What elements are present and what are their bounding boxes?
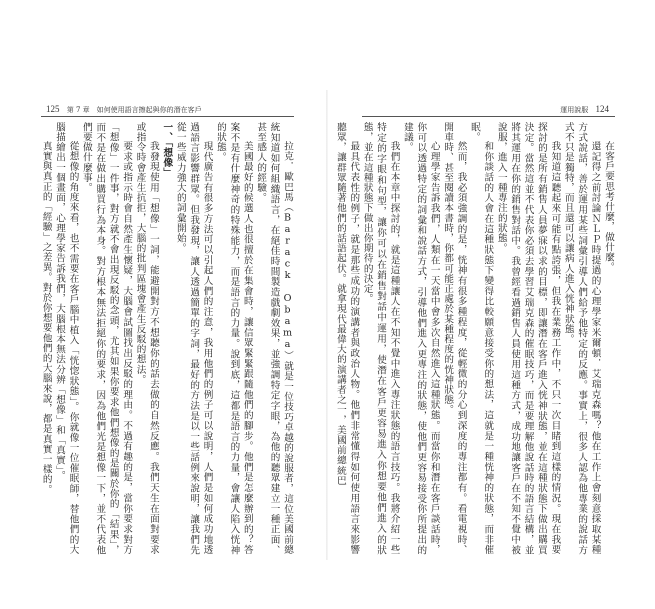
section-heading-imagine: 一、「想像」 [161,122,173,178]
left-header-rule [41,116,294,117]
paragraph: 和你談話的人會在這種狀態下變得比較願意接受你的想法，這就是一種恍神的狀態，而非催眠。 [468,122,494,555]
left-page-header [41,104,202,115]
left-page-body [41,122,294,555]
paragraph: 我知道這聽起來可能有點誇張，但我在業務工作中，不只一次目睹到這樣的情況。現在我要探討的是所有銷售人員夢寐以求的目標，即讓潛在客戶進入恍神狀態，並在這種狀態下做出購買決定。當然這並不代表你必須去學習艾瑞克森的催眠技巧，而是要理解他說話時的語言結構，並將其運用在你的銷售對話中。我曾經看過銷售人員使用這種方式，成功地讓客戶在不知不覺中被說服，進入一種專注的狀態。 [495,122,561,555]
right-header-rule [362,116,615,117]
paragraph: 要求或指示時會自然產生懷疑，大腦會試圖找出反駁的理由。不過有趣的是，當你要求對方「想像」一件事，對方就不會出現反駁的念頭，尤其如果你要求他們想像的是關於你的「結果」，而不是在做出購買行為本身。對方根本無法拒絕你的要求，因為他們光是想像一下，並不代表他們要做什麼事。 [80,122,133,555]
paragraph: 最具代表性的例子，就是那些成功的演講者與政治人物。他們非常懂得如何使用語言來影響聽眾，讓群眾隨著他們的話語起伏。就拿現代最偉大的演講者之一，美國前總統巴 [334,122,360,555]
paragraph: 還記得之前討論ＮＬＰ時提過的心理學家米爾頓．艾瑞克森嗎？他在工作上會刻意採取某種方式說話，善於運用某些詞彙引導人們給予他特定的反應。事實上，很多人認為他專業的說話方式不只是獨特，而且還可以讓病人進入恍神狀態。 [562,122,601,555]
left-page-number: 125 [46,104,60,114]
paragraph: 現代廣告有很多方法可以引起人們的注意，我用他們的例子可以說明，人們是如何成功地透過語言影響群眾。但我發現，讓人透過簡單的字詞，最好的方法是以一些話例來說明，讓我們先從一些威力強大的詞彙開始。 [174,122,213,555]
paragraph: 拉克．歐巴馬（Barack Obama）就是一位技巧卓越的說服者，這位美國前總統知道如何組織語言，在絕佳時間製造戲劇效果，並強調特定字眼，為他的聽眾建立一種正面、甚至感人的經驗。 [255,122,293,555]
right-page-body [334,122,615,555]
paragraph: 心理學家告訴我們，人類在一天當中會多次自然進入這種狀態。而當你和潛在客戶談話時，你可以透過特定的詞彙和說話方式，引導他們進入更專注的狀態，使他們更容易接受你所提出的建議。 [401,122,440,555]
paragraph: 從想像的角度來看，也不需要在客戶腦中植入「恍惚狀態」。你就像一位催眠師，替他們的大腦描繪出一個畫面，心理學家告訴我們，大腦根本無法分辨「想像」和「真實」。 [54,122,79,555]
right-page-header [560,104,614,115]
right-page-number: 124 [595,104,609,114]
right-page [328,0,655,609]
paragraph: 真實與真正的「經驗」之差異。對於你想要他們的大腦來說，都是真實一樣的。 [40,141,52,495]
paragraph: 然而，我必須強調的是，恍神有很多種程度，從輕微的分心到深度的專注都有。看電視時、開車時、甚至閱讀本書時，你都可能正處於某種程度的恍神狀態。 [442,122,467,555]
left-chapter-label: 第 7 章 如何使用語言擦起與你的潛在客戶 [66,106,202,114]
paragraph: 在客戶要思考什麼，做什麼。 [603,141,614,273]
paragraph: 我們在本章中探討的，就是這種讓人在不知不覺中進入專注狀態的語言技巧。我將介紹一些特定的字眼和句型，讓你可以在銷售對話中運用，使潛在客戶更容易進入你想要他們進入的狀態，並在這種狀態下做出你期待的決定。 [361,122,400,555]
paragraph: 美國最好的候選人也很擅於在集會時，讓信眾緊緊跟隨他們的腳步。他們是怎麼辦到的？答案不是有什麼神奇的特殊能力，而是語言的力量。說到底，這都是語言的力量，會讓人陷入恍神的狀態。 [214,122,253,555]
paragraph: 我發現使用「想像」一詞，能避開對方不想聽你的話去做的自然反應。我們天生在面對要求或指令時會產生抗拒，大腦的批判區塊會產生反駁的想法。 [134,122,159,555]
left-page [0,0,327,609]
right-book-title: 運用說服 [560,106,589,114]
